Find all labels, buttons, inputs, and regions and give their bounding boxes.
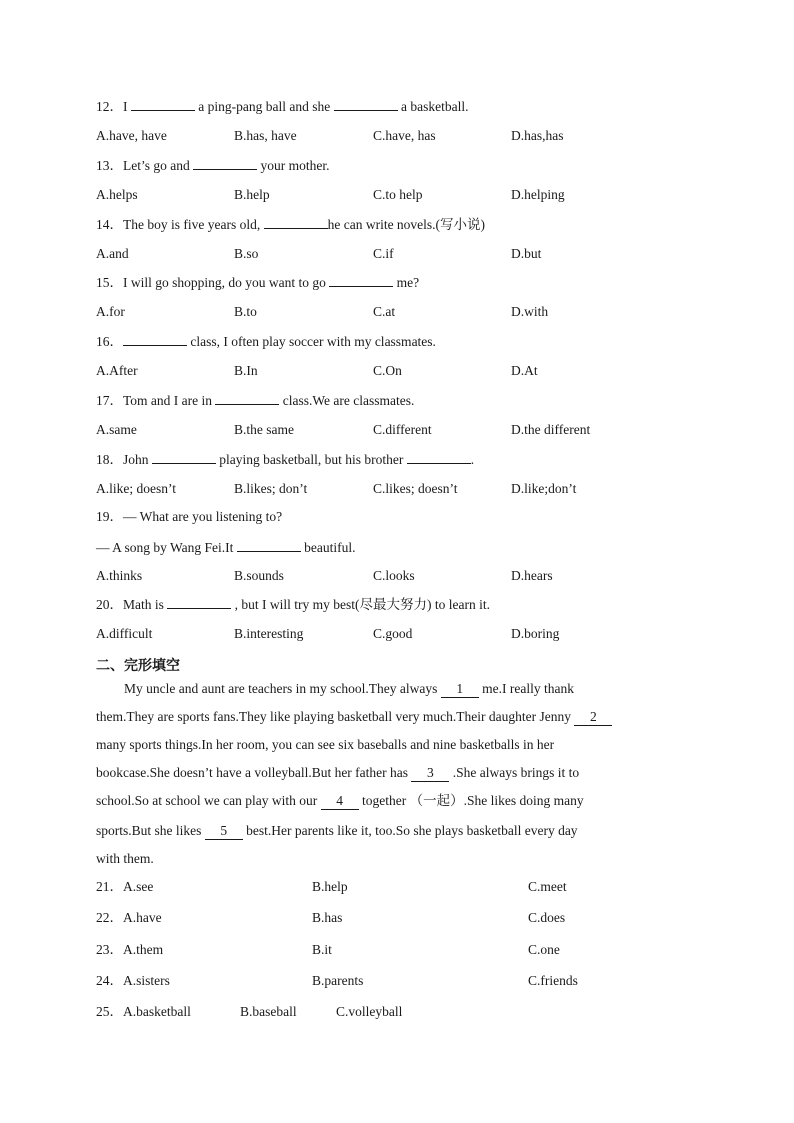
question-text: your mother.: [257, 158, 330, 173]
option-24-B[interactable]: B.parents: [312, 973, 364, 988]
passage-text: My uncle and aunt are teachers in my school.They always: [124, 681, 441, 696]
question-text: beautiful.: [300, 540, 356, 555]
passage-text: with them.: [96, 851, 154, 866]
option-20-C[interactable]: C.good: [373, 626, 413, 641]
question-14: [96, 214, 485, 235]
passage-line: [96, 707, 692, 727]
question-number: 22: [96, 910, 110, 925]
passage-text: them.They are sports fans.They like playing basketball very much.Their daughter Jenny: [96, 709, 575, 724]
question-text: ．: [109, 334, 123, 349]
option-17-B[interactable]: B.the same: [234, 422, 294, 437]
question-text: — A song by Wang Fei.It: [96, 540, 237, 555]
option-18-A[interactable]: A.like; doesn’t: [96, 481, 176, 496]
question-text: a ping-pang ball and she: [194, 99, 334, 114]
option-19-C[interactable]: C.looks: [373, 568, 415, 583]
answer-blank[interactable]: [215, 390, 279, 405]
answer-blank[interactable]: [193, 155, 257, 170]
question-number: 21: [96, 879, 110, 894]
separator: ．: [109, 1004, 123, 1019]
question-text: ．I: [109, 99, 131, 114]
separator: ．: [109, 910, 123, 925]
question-15: [96, 272, 419, 293]
option-20-B[interactable]: B.interesting: [234, 626, 304, 641]
separator: ．: [109, 942, 123, 957]
option-25-A[interactable]: A.basketball: [123, 1004, 191, 1019]
option-12-B[interactable]: B.has, have: [234, 128, 297, 143]
passage-text: best.Her parents like it, too.So she plays basketball every day: [242, 823, 578, 838]
option-24-C[interactable]: C.friends: [528, 973, 578, 988]
question-17: [96, 390, 414, 411]
option-16-B[interactable]: B.In: [234, 363, 258, 378]
question-19-answer-line: [96, 537, 356, 558]
question-text: class.We are classmates.: [279, 393, 415, 408]
question-number: 20: [96, 597, 110, 612]
question-text: .: [470, 452, 475, 467]
question-number: 16: [96, 334, 110, 349]
option-19-A[interactable]: A.thinks: [96, 568, 143, 583]
cloze-question-25: [96, 1002, 191, 1022]
question-text: me?: [393, 275, 420, 290]
answer-blank[interactable]: [329, 272, 393, 287]
option-21-B[interactable]: B.help: [312, 879, 348, 894]
cloze-question-23: [96, 940, 163, 960]
option-16-A[interactable]: A.After: [96, 363, 138, 378]
answer-blank[interactable]: [407, 449, 471, 464]
question-number: 18: [96, 452, 110, 467]
question-number: 17: [96, 393, 110, 408]
passage-text: me.I really thank: [478, 681, 574, 696]
option-16-C[interactable]: C.On: [373, 363, 402, 378]
option-17-C[interactable]: C.different: [373, 422, 432, 437]
passage-line: [96, 735, 692, 755]
passage-line: [96, 821, 692, 841]
option-23-C[interactable]: C.one: [528, 942, 560, 957]
question-number: 12: [96, 99, 110, 114]
cloze-question-21: [96, 877, 153, 897]
option-18-C[interactable]: C.likes; doesn’t: [373, 481, 458, 496]
question-text: ．John: [109, 452, 152, 467]
answer-blank[interactable]: [131, 96, 195, 111]
question-text: ．Tom and I are in: [109, 393, 216, 408]
option-18-B[interactable]: B.likes; don’t: [234, 481, 308, 496]
option-23-B[interactable]: B.it: [312, 942, 332, 957]
cloze-blank-4[interactable]: 4: [321, 793, 359, 810]
question-19: [96, 507, 282, 527]
question-12: [96, 96, 468, 117]
question-number: 14: [96, 217, 110, 232]
passage-text: together （一起）.She likes doing many: [358, 793, 584, 808]
answer-blank[interactable]: [123, 331, 187, 346]
separator: ．: [109, 879, 123, 894]
option-13-B[interactable]: B.help: [234, 187, 270, 202]
cloze-question-22: [96, 908, 162, 928]
option-13-D[interactable]: D.helping: [511, 187, 565, 202]
option-17-A[interactable]: A.same: [96, 422, 137, 437]
section-title: 二、完形填空: [96, 658, 180, 674]
option-15-C[interactable]: C.at: [373, 304, 396, 319]
cloze-blank-3[interactable]: 3: [411, 765, 449, 782]
option-14-A[interactable]: A.and: [96, 246, 129, 261]
question-number: 24: [96, 973, 110, 988]
option-17-D[interactable]: D.the different: [511, 422, 591, 437]
option-23-A[interactable]: A.them: [123, 942, 164, 957]
option-13-C[interactable]: C.to help: [373, 187, 423, 202]
passage-text: school.So at school we can play with our: [96, 793, 321, 808]
option-21-C[interactable]: C.meet: [528, 879, 567, 894]
option-22-B[interactable]: B.has: [312, 910, 343, 925]
option-13-A[interactable]: A.helps: [96, 187, 138, 202]
option-20-D[interactable]: D.boring: [511, 626, 560, 641]
answer-blank[interactable]: [167, 594, 231, 609]
option-24-A[interactable]: A.sisters: [123, 973, 170, 988]
passage-line: [96, 849, 692, 869]
question-16: [96, 331, 436, 352]
option-20-A[interactable]: A.difficult: [96, 626, 153, 641]
option-14-C[interactable]: C.if: [373, 246, 394, 261]
question-text: ．I will go shopping, do you want to go: [109, 275, 330, 290]
option-12-C[interactable]: C.have, has: [373, 128, 436, 143]
cloze-blank-2[interactable]: 2: [574, 709, 612, 726]
answer-blank[interactable]: [264, 214, 328, 229]
passage-text: bookcase.She doesn’t have a volleyball.But her father has: [96, 765, 412, 780]
option-14-B[interactable]: B.so: [234, 246, 259, 261]
separator: ．: [109, 973, 123, 988]
option-21-A[interactable]: A.see: [123, 879, 154, 894]
answer-blank[interactable]: [152, 449, 216, 464]
option-12-D[interactable]: D.has,has: [511, 128, 564, 143]
option-22-C[interactable]: C.does: [528, 910, 566, 925]
answer-blank[interactable]: [334, 96, 398, 111]
question-number: 25: [96, 1004, 110, 1019]
option-19-D[interactable]: D.hears: [511, 568, 553, 583]
answer-blank[interactable]: [237, 537, 301, 552]
option-18-D[interactable]: D.like;don’t: [511, 481, 577, 496]
option-15-B[interactable]: B.to: [234, 304, 257, 319]
question-20: [96, 594, 490, 615]
option-14-D[interactable]: D.but: [511, 246, 542, 261]
option-25-B[interactable]: B.baseball: [240, 1004, 297, 1019]
question-text: , but I will try my best(尽最大努力) to learn it.: [231, 597, 490, 612]
question-text: ．The boy is five years old,: [109, 217, 264, 232]
question-text: ．Math is: [109, 597, 168, 612]
question-text: a basketball.: [397, 99, 469, 114]
question-text: ．— What are you listening to?: [109, 509, 283, 524]
option-19-B[interactable]: B.sounds: [234, 568, 284, 583]
passage-line: [96, 763, 692, 783]
question-text: he can write novels.(写小说): [327, 217, 486, 232]
question-text: playing basketball, but his brother: [215, 452, 407, 467]
option-12-A[interactable]: A.have, have: [96, 128, 167, 143]
question-18: [96, 449, 474, 470]
option-16-D[interactable]: D.At: [511, 363, 538, 378]
option-25-C[interactable]: C.volleyball: [336, 1004, 403, 1019]
passage-text: sports.But she likes: [96, 823, 205, 838]
cloze-question-24: [96, 971, 170, 991]
question-number: 23: [96, 942, 110, 957]
question-number: 19: [96, 509, 110, 524]
option-15-A[interactable]: A.for: [96, 304, 125, 319]
passage-line: [124, 679, 720, 699]
cloze-blank-1[interactable]: 1: [441, 681, 479, 698]
option-22-A[interactable]: A.have: [123, 910, 162, 925]
question-text: class, I often play soccer with my classmates.: [187, 334, 436, 349]
passage-text: .She always brings it to: [449, 765, 580, 780]
question-number: 15: [96, 275, 110, 290]
question-text: ．Let’s go and: [109, 158, 194, 173]
question-13: [96, 155, 330, 176]
passage-line: [96, 791, 692, 811]
passage-text: many sports things.In her room, you can see six baseballs and nine basketballs in her: [96, 737, 555, 752]
cloze-blank-5[interactable]: 5: [205, 823, 243, 840]
question-number: 13: [96, 158, 110, 173]
option-15-D[interactable]: D.with: [511, 304, 549, 319]
